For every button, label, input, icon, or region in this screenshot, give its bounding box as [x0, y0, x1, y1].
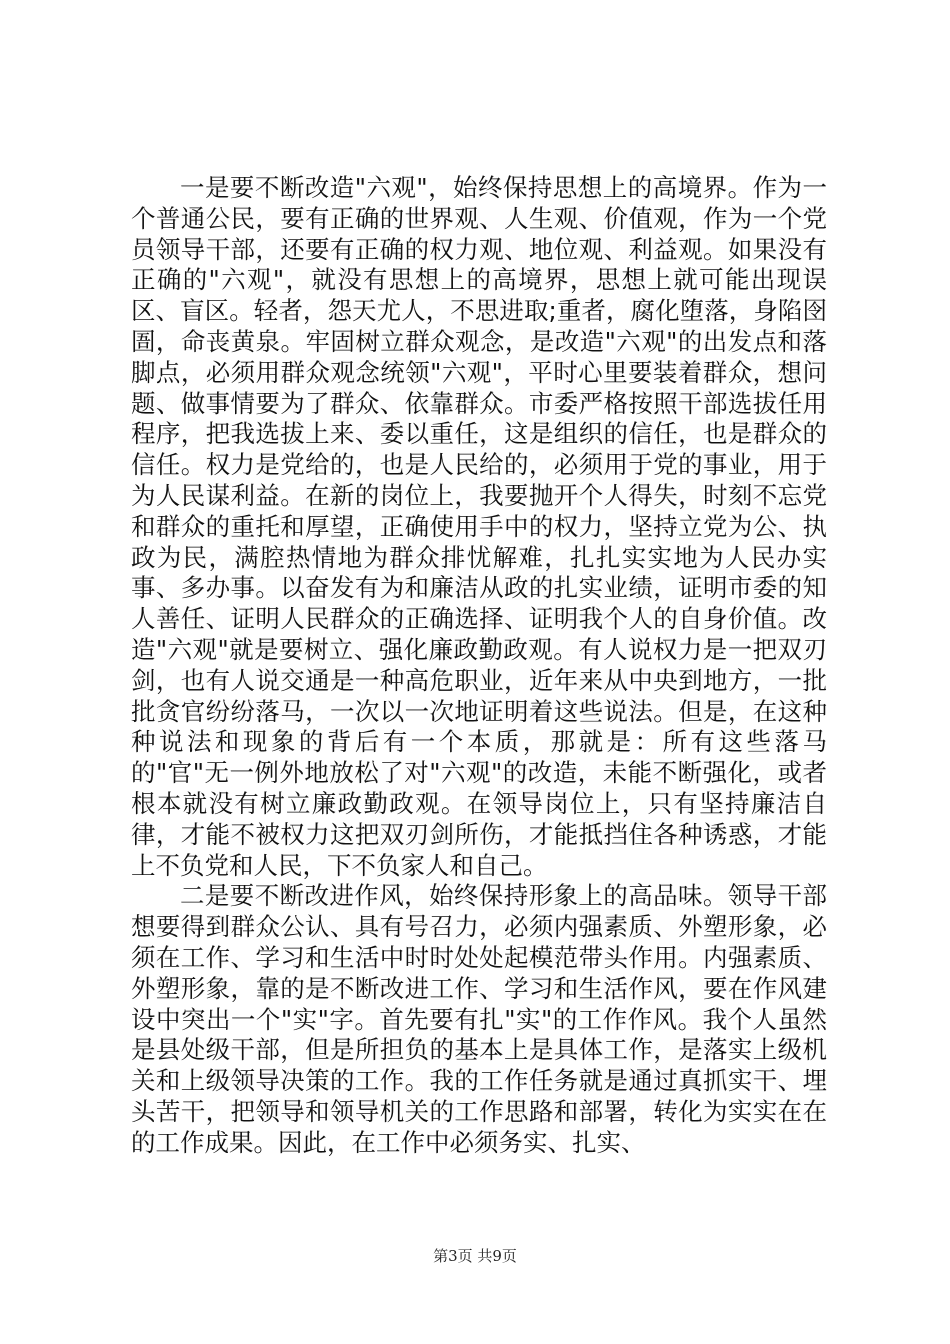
page-number: 第3页 共9页	[433, 1247, 517, 1265]
paragraph-two: 二是要不断改进作风，始终保持形象上的高品味。领导干部想要得到群众公认、具有号召力，必须内强素质、外塑形象，必须在工作、学习和生活中时时处处起模范带头作用。内强素质、外塑形象，靠的是不断改进工作、学习和生活作风，要在作风建设中突出一个"实"字。首先要有扎"实"的工作作风。我个人虽然是县处级干部，但是所担负的基本上是具体工作，是落实上级机关和上级领导决策的工作。我的工作任务就是通过真抓实干、埋头苦干，把领导和领导机关的工作思路和部署，转化为实实在在的工作成果。因此，在工作中必须务实、扎实、	[131, 881, 827, 1157]
document-body	[131, 173, 827, 1159]
paragraph-one: 一是要不断改造"六观"，始终保持思想上的高境界。作为一个普通公民，要有正确的世界观、人生观、价值观，作为一个党员领导干部，还要有正确的权力观、地位观、利益观。如果没有正确的"六观"，就没有思想上的高境界，思想上就可能出现误区、盲区。轻者，怨天尤人，不思进取;重者，腐化堕落，身陷囹圄，命丧黄泉。牢固树立群众观念，是改造"六观"的出发点和落脚点，必须用群众观念统领"六观"，平时心里要装着群众，想问题、做事情要为了群众、依靠群众。市委严格按照干部选拔任用程序，把我选拔上来、委以重任，这是组织的信任，也是群众的信任。权力是党给的，也是人民给的，必须用于党的事业，用于为人民谋利益。在新的岗位上，我要抛开个人得失，时刻不忘党和群众的重托和厚望，正确使用手中的权力，坚持立党为公、执政为民，满腔热情地为群众排忧解难，扎扎实实地为人民办实事、多办事。以奋发有为和廉洁从政的扎实业绩，证明市委的知人善任、证明人民群众的正确选择、证明我个人的自身价值。改造"六观"就是要树立、强化廉政勤政观。有人说权力是一把双刃剑，也有人说交通是一种高危职业，近年来从中央到地方，一批批贪官纷纷落马，一次以一次地证明着这些说法。但是，在这种种说法和现象的背后有一个本质，那就是：所有这些落马的"官"无一例外地放松了对"六观"的改造，未能不断强化，或者根本就没有树立廉政勤政观。在领导岗位上，只有坚持廉洁自律，才能不被权力这把双刃剑所伤，才能抵挡住各种诱惑，才能上不负党和人民，下不负家人和自己。	[131, 173, 827, 880]
